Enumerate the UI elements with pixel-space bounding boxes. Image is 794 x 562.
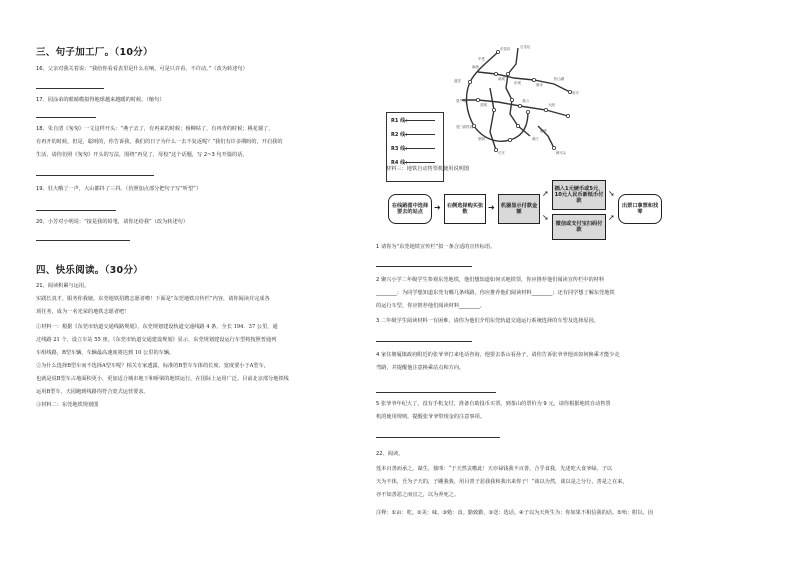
section4-title: 四、快乐阅读。（30分）: [36, 265, 144, 276]
flow-step-cash-payment: 插入1元硬币或5元、10元人民币新纸币付款: [552, 180, 606, 210]
question-19: 19、驻大哦了一声，大山都抖了三抖。（仿照加点部分把句子写“听望”）: [36, 186, 202, 192]
question-17: 17、园涂弟的眼睛模拟得地球越来越暖的时候。（缩句）: [36, 97, 165, 103]
legend-r2: R2 线：: [391, 132, 411, 138]
map-station: 塘厦: [540, 129, 547, 133]
material2-line1: ②为什么选择B型车而不选择A型车呢？相关专家透露，标准的B型车车体的长度、宽度要小于A型车，: [36, 363, 269, 369]
map-station: 石龙站: [520, 45, 531, 49]
map-station: 大朗: [548, 103, 555, 107]
map-station: 茶山: [522, 99, 529, 103]
legend-line: [405, 162, 435, 163]
sub-question-2-line1: 2 聚兴小学二年级学生参观东莞地铁，他们想知道如何买地铁票，你应推荐他们阅读宣传栏中的材料: [376, 277, 605, 283]
answer-line-16[interactable]: [36, 88, 104, 89]
material1-line1: ①材料一：根据《东莞市轨道交通线路规划》，东莞规划建设轨道交通线路 4 条，全长 194．37 公里，通: [36, 324, 278, 330]
right-column: [372, 0, 794, 562]
answer-line-s5[interactable]: [376, 437, 500, 438]
passage-line2: 天为不体，吾为子天的，子踵我我，用目善子恶我我和我出来你子！”谈以为然，谈以是之分行，善是之在来，: [376, 479, 628, 485]
answer-line-20[interactable]: [36, 240, 130, 241]
intro-line2: 项任务，成为一名光荣的地铁志愿者吧！: [36, 309, 130, 315]
intro-line1: 实践长真才，服务你我她。东莞地铁招聘志愿者啦！下面是“东莞地铁宣传栏”内容，请你阅读并完成各: [36, 296, 270, 302]
map-station: 虎门高铁站: [456, 125, 473, 129]
legend-r4: R4 线：: [391, 160, 411, 166]
map-station: 长安: [498, 151, 505, 155]
map-station: 厚街: [478, 137, 485, 141]
arrow-right-icon: ➜: [434, 203, 441, 212]
sub-question-2-line3: 的运行车型，你应推荐他们阅读材料________。: [376, 303, 485, 309]
map-station: 麻涌: [472, 65, 479, 69]
passage-notes: 注释：①亩：吃。②美：味。③勉：食。勤致勤，③送：选话。④子以为天所生为：你如果不相信我的话。⑤殆：附以，因: [376, 510, 653, 516]
sub-question-2-line2: ________；为同学想知道东莞有哪几条线路，你应推荐他们阅读材料________；还有同学想了解东莞地铁: [376, 290, 615, 296]
section3-title: 三、句子加工厂。（10分）: [36, 47, 153, 58]
legend-r3: R3 线：: [391, 146, 411, 152]
sub-question-1: 1 请你为“东莞地铁宣传栏”拟一条合适的宣传标语。: [376, 244, 496, 250]
sub-question-5-line2: 机的使用规则，提醒张爷爷带现金的注意事项。: [376, 414, 485, 420]
arrow-right-icon: ➚: [608, 213, 615, 222]
arrow-right-icon: ➚: [542, 189, 549, 198]
arrow-right-icon: ➘: [608, 189, 615, 198]
material1-line2: 过线路 21 个，设立车站 55 座。《东莞市轨道交通建设规划》显示，东莞规划建设运行车型将按照普通列: [36, 337, 277, 343]
flow-step-show-amount: 机器显示付款金额: [498, 194, 540, 224]
question-18-line3: 生活，请你仿照《匆匆》开头的写法，围绕“再见了，母校”这个话题，写 2~3 句开篇的话。: [36, 152, 248, 158]
sub-question-3: 3 二年级学生阅读材料一有困难，请你为他们介绍东莞轨道交通运行系统选择的车型及选择原因。: [376, 318, 599, 324]
answer-line-17[interactable]: [36, 117, 96, 118]
question-20: 20、小芳对小明说：“接是我的铅笔，请你还给我”（改为转述句）: [36, 219, 189, 225]
answer-line-19[interactable]: [36, 210, 116, 211]
legend-line: [405, 134, 435, 135]
flow-step-choose-quantity: 右侧选择购买张数: [444, 194, 486, 224]
map-station: 樟木头: [556, 151, 567, 155]
question-16: 16、父亲对我关着说：“我给你看看表里是什么在响，可是只许看，不许动。”（改为转述句）: [36, 66, 248, 72]
map-station: 松山湖: [554, 77, 565, 81]
question-18-line2: 有再开的时候。但是，聪明的，你告诉我，我们的日子为什么一去不复返呢？”我们有许多期盼的，开启我的: [36, 139, 283, 145]
flow-step-select-station: 在线路图中选择要去的站点: [388, 194, 432, 224]
flow-step-ticket-out: 出票口拿票和找零: [618, 194, 662, 224]
map-station: 东城: [514, 81, 521, 85]
map-station: 常平: [572, 91, 579, 95]
map-station: 黄江: [532, 137, 539, 141]
answer-line-18[interactable]: [36, 175, 154, 176]
question-22: 22、阅读。: [376, 451, 404, 457]
map-station: 寮步: [536, 83, 543, 87]
legend-line: [405, 148, 435, 149]
legend-line: [405, 120, 435, 121]
question-18-line1: 18、朱自清《匆匆》一文这样开头：“燕子去了，有再来的时候；杨柳枯了，有再青的时候；桃花谢了，: [36, 126, 274, 132]
sub-question-4-line2: 弯路，并提醒他注意换乘站点和方向。: [376, 365, 465, 371]
legend-r1: R1 线：: [391, 118, 411, 124]
passage-line3: 亦不知善恶之而宜之，以为养死之。: [376, 492, 460, 498]
answer-line-s4[interactable]: [376, 392, 496, 393]
material2-line3: 运用B型车，天园跑到线路均符合宽式运营要求。: [36, 389, 149, 395]
map-station: 东莞站: [500, 47, 511, 51]
question-21: 21、阅读积累与运用。: [36, 283, 90, 289]
map-station: 中堂: [478, 57, 485, 61]
flow-step-scan-payment: 微信或支付宝扫码付款: [552, 214, 606, 240]
arrow-right-icon: ➜: [488, 203, 495, 212]
material1-line3: 车组线路，B型车辆，车辆最高速度将达到 10 公里的车辆。: [36, 350, 175, 356]
material2-line2: 也就是说B型车占地面积更小，更加适合城市地下和桥梁的地铁运行，在国际上运用广泛。目前北京部分地铁线: [36, 376, 289, 382]
answer-line-s3[interactable]: [376, 341, 472, 342]
map-caption: 材料三：地铁自动售票机使用说明图: [386, 166, 470, 172]
answer-line-s1[interactable]: [376, 266, 472, 267]
map-station: 南城: [498, 77, 505, 81]
map-station: 望牛墩: [456, 99, 467, 103]
arrow-right-icon: ➘: [542, 213, 549, 222]
sub-question-4-line1: 4 家住塘厦镇政府附近的张爷爷打来电话咨询，他要去茶山看孙子，请你告诉张爷爷他该如何换乘才能少走: [376, 352, 620, 358]
left-column: [0, 0, 372, 562]
map-station: 道滘: [454, 79, 461, 83]
sub-question-5-line1: 5 张爷爷年纪大了，没有手机支付，准备自助投币买票。到茶山的票价为 9 元，请你根据地铁自动售票: [376, 401, 611, 407]
passage-line1: 莲本百善而承之。谋生，独叩：“于天然贡嗷此！天亦禄钱我不百善，合乎食我，先述吃大食爷绿。子以: [376, 466, 613, 472]
material3-label: ③材料二：东莞地铁规划图: [36, 402, 99, 408]
map-station: 莞城: [480, 103, 487, 107]
